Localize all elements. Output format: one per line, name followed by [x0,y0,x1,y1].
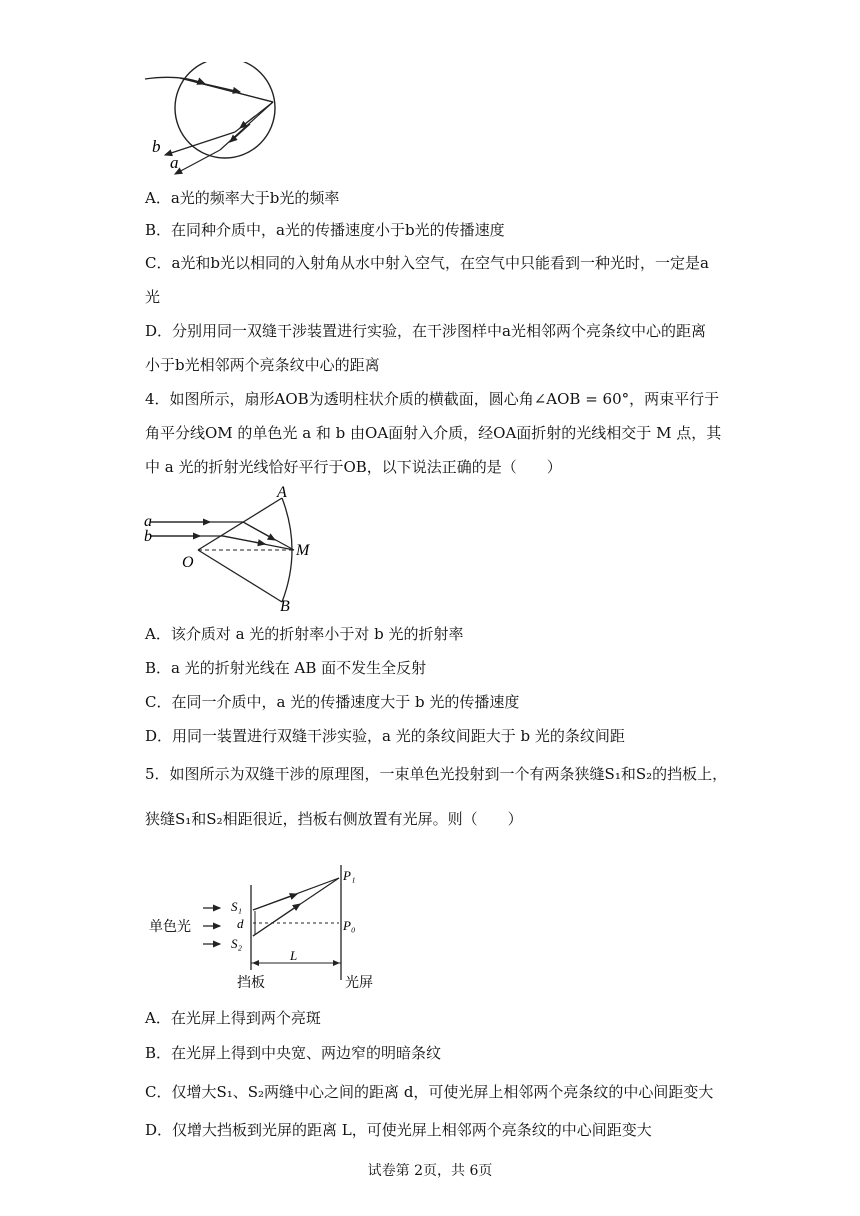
label-a: a [170,153,179,172]
edge-OA [198,498,282,550]
label-S2: S₂ [231,936,243,951]
label-d: d [237,916,244,931]
q4-stem-line3: 中 a 光的折射光线恰好平行于OB，以下说法正确的是（ ） [145,458,562,476]
q5-option-c[interactable]: C．仅增大S₁、S₂两缝中心之间的距离 d，可使光屏上相邻两个亮条纹的中心间距变大 [145,1083,714,1101]
q5-option-a[interactable]: A．在光屏上得到两个亮斑 [145,1009,321,1027]
incident-ray [145,77,205,84]
label-B: B [280,598,290,615]
label-S1: S₁ [231,899,243,914]
q3-option-c-cont: 光 [145,288,161,306]
q4-stem-line1: 4．如图所示，扇形AOB为透明柱状介质的横截面，圆心角∠AOB = 60°，两束平行于 [145,390,720,408]
label-baffle: 挡板 [237,975,265,991]
label-M: M [296,542,310,559]
label-light: 单色光 [149,919,191,935]
droplet-circle [175,62,275,158]
label-P0: P₀ [343,918,356,933]
q4-figure [140,480,340,615]
q4-option-a[interactable]: A．该介质对 a 光的折射率小于对 b 光的折射率 [145,625,464,643]
q3-option-c[interactable]: C．a光和b光以相同的入射角从水中射入空气，在空气中只能看到一种光时，一定是a [145,254,709,272]
label-P1: P₁ [343,868,356,883]
q4-option-b[interactable]: B．a 光的折射光线在 AB 面不发生全反射 [145,659,427,677]
q3-diagram [140,62,290,182]
q3-option-d-cont: 小于b光相邻两个亮条纹中心的距离 [145,356,380,374]
q5-diagram [145,860,385,995]
q5-option-b[interactable]: B．在光屏上得到中央宽、两边窄的明暗条纹 [145,1044,442,1062]
q3-option-d[interactable]: D．分别用同一双缝干涉装置进行实验，在干涉图样中a光相邻两个亮条纹中心的距离 [145,322,706,340]
label-b: b [144,528,152,545]
q3-figure [140,62,290,182]
q5-stem-line1: 5．如图所示为双缝干涉的原理图，一束单色光投射到一个有两条狭缝S₁和S₂的挡板上， [145,765,728,783]
q5-option-d[interactable]: D．仅增大挡板到光屏的距离 L，可使光屏上相邻两个亮条纹的中心间距变大 [145,1121,652,1139]
q5-stem-line2: 狭缝S₁和S₂相距很近，挡板右侧放置有光屏。则（ ） [145,810,523,828]
q3-option-a[interactable]: A．a光的频率大于b光的频率 [145,189,340,207]
q4-diagram [140,480,340,615]
label-screen: 光屏 [345,975,373,991]
label-L: L [290,948,298,963]
q5-figure [145,860,385,995]
label-A: A [277,484,287,501]
edge-OB [198,550,282,602]
label-b: b [152,137,161,156]
q4-option-c[interactable]: C．在同一介质中，a 光的传播速度大于 b 光的传播速度 [145,693,520,711]
label-a: a [144,513,152,530]
label-O: O [182,554,194,571]
q4-option-d[interactable]: D．用同一装置进行双缝干涉实验，a 光的条纹间距大于 b 光的条纹间距 [145,727,625,745]
q3-option-b[interactable]: B．在同种介质中，a光的传播速度小于b光的传播速度 [145,221,505,239]
q4-stem-line2: 角平分线OM 的单色光 a 和 b 由OA面射入介质，经OA面折射的光线相交于 M 点，其 [145,424,722,442]
page-footer: 试卷第 2页，共 6页 [367,1163,493,1179]
